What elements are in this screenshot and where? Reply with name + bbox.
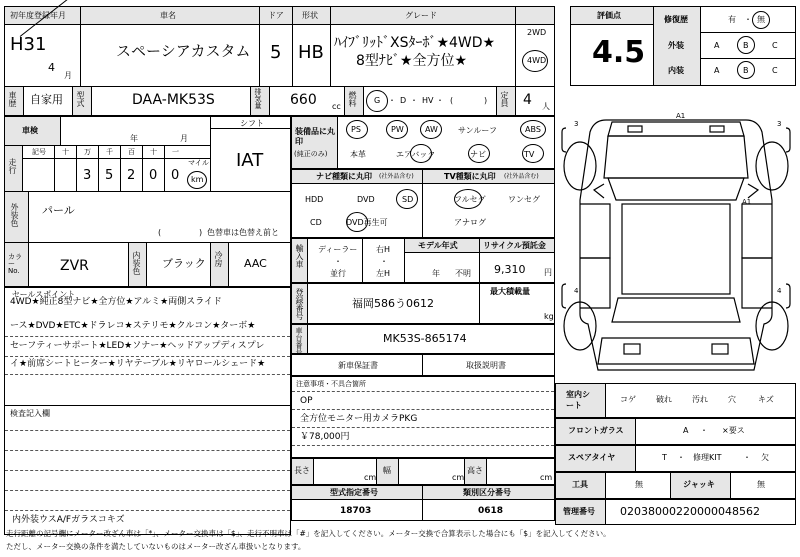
- jack-value: 無: [757, 480, 765, 489]
- interior-b: B: [743, 66, 749, 75]
- shaken-month-unit: 月: [180, 134, 188, 143]
- type-cert-label: 型式指定番号: [330, 488, 378, 497]
- navi-label-note: (社外品含む): [379, 173, 414, 180]
- recycle-label: リサイクル預託金: [483, 241, 546, 250]
- fuel-d: D: [400, 96, 407, 105]
- diagram-a1-mid: A1: [742, 198, 752, 206]
- seat-item: 汚れ: [692, 395, 708, 404]
- capacity-unit: 人: [542, 102, 550, 111]
- mileage-mark: 百: [128, 148, 135, 156]
- interior-label: 内装: [668, 66, 684, 75]
- navi-sd: SD: [402, 195, 414, 204]
- tv-analog: アナログ: [454, 218, 486, 227]
- width-label: 幅: [383, 466, 391, 475]
- doors-value: 5: [270, 42, 282, 63]
- capacity-value: 4: [523, 92, 532, 108]
- spare-tire-none: 欠: [761, 453, 769, 462]
- navi-hdd: HDD: [305, 195, 324, 204]
- grade-label: グレード: [405, 11, 437, 20]
- import-dealer: ディーラー: [318, 245, 358, 254]
- exterior-c: C: [772, 41, 778, 50]
- repair-label: 修復歴: [664, 15, 688, 24]
- drive-2wd: 2WD: [527, 28, 547, 37]
- notes-line-1: OP: [300, 396, 313, 406]
- interior-color-value: ブラック: [162, 257, 206, 270]
- inspector-label: 検査記入欄: [10, 409, 50, 418]
- seat-item: コゲ: [620, 395, 636, 404]
- color-no-label: カラーNo.: [8, 253, 22, 275]
- equipment-item: AW: [425, 125, 438, 134]
- seat-item: 穴: [728, 395, 736, 404]
- inspector-note: 内外装ウスA/Fガラスコキズ: [12, 515, 125, 525]
- recycle-unit: 円: [544, 268, 552, 277]
- interior-a: A: [714, 66, 720, 75]
- mgmt-label: 管理番号: [563, 507, 595, 516]
- tv-label-note: (社外品含む): [504, 173, 539, 180]
- spare-tire-label: スペアタイヤ: [568, 453, 616, 462]
- displacement-label: 排気量: [254, 88, 262, 109]
- mileage-unit-mile: マイル: [188, 159, 209, 167]
- registration-label: 登録番号: [295, 288, 304, 320]
- fuel-label: 燃料: [348, 91, 357, 107]
- windshield-label: フロントガラス: [568, 426, 624, 435]
- exterior-label: 外装: [668, 41, 684, 50]
- mileage-digit: 0: [149, 168, 158, 183]
- equipment-item: PW: [391, 125, 404, 134]
- max-load-label: 最大積載量: [490, 287, 530, 296]
- equipment-item: エアバック: [396, 150, 436, 159]
- fuel-g: G: [374, 96, 381, 105]
- mileage-digit: 3: [83, 168, 92, 183]
- shape-value: HB: [298, 42, 324, 63]
- car-name-label: 車名: [160, 11, 176, 20]
- sales-point-line: 4WD★純正8型ナビ★全方位★アルミ★両側スライド: [10, 297, 222, 307]
- chassis-value: MK53S-865174: [383, 332, 467, 345]
- first-reg-year: H31: [10, 34, 47, 55]
- usage-label: 車歴: [8, 91, 17, 107]
- exterior-a: A: [714, 41, 720, 50]
- equipment-item: TV: [524, 150, 535, 159]
- shape-label: 形状: [302, 11, 318, 20]
- diagram-bracket-4-left: 4: [574, 287, 579, 295]
- windshield-a: A: [683, 426, 689, 435]
- length-label: 長さ: [294, 466, 310, 475]
- equipment-item: PS: [351, 125, 361, 134]
- shaken-year-unit: 年: [130, 134, 138, 143]
- doors-label: ドア: [268, 11, 284, 20]
- diagram-bracket-4-right: 4: [777, 287, 782, 295]
- aircon-label: 冷房: [214, 251, 223, 267]
- chassis-label: 車台番号: [295, 327, 303, 355]
- aircon-value: AAC: [244, 257, 267, 270]
- windshield-x: ×要ス: [722, 426, 745, 435]
- jack-label: ジャッキ: [683, 480, 715, 489]
- first-reg-month: 4: [48, 61, 55, 74]
- mileage-mark: 十: [62, 148, 69, 156]
- tv-fullseg: フルセグ: [454, 195, 486, 204]
- interior-c: C: [772, 66, 778, 75]
- max-load-unit: kg: [544, 312, 554, 321]
- color-change-note: 色替車は色替え前と: [207, 228, 279, 237]
- color-no-value: ZVR: [60, 258, 89, 274]
- fuel-hv: HV: [422, 96, 434, 105]
- import-steer-left: 左H: [376, 269, 391, 278]
- dimensions-row: [291, 458, 555, 485]
- repair-yes: 有: [728, 15, 736, 24]
- recycle-value: 9,310: [494, 263, 526, 276]
- notes-line-3: ￥78,000円: [300, 432, 350, 442]
- new-warranty: 新車保証書: [338, 361, 378, 370]
- first-reg-label: 初年度登録年月: [10, 11, 66, 20]
- repair-no: 無: [757, 15, 765, 24]
- mileage-digit: 5: [105, 168, 114, 183]
- navi-cd: CD: [310, 218, 322, 227]
- grade-line2: 8型ﾅﾋﾞ★全方位★: [356, 53, 468, 69]
- class-value: 0618: [478, 506, 504, 516]
- tools-value: 無: [635, 480, 643, 489]
- equipment-sub-label: (純正のみ): [294, 150, 328, 158]
- mileage-mark: 記号: [32, 148, 46, 156]
- mileage-mark: 十: [150, 148, 157, 156]
- sales-point-line: セーフティーサポート★LED★ソナー★ヘッドアップディスプレ: [10, 341, 265, 351]
- diagram-a1-top: A1: [676, 112, 686, 120]
- class-label: 類別区分番号: [463, 488, 511, 497]
- mileage-digit: 2: [127, 168, 136, 183]
- model-year-label: モデル年式: [418, 241, 458, 250]
- displacement-value: 660: [290, 92, 317, 108]
- mgmt-value: 02038000220000048562: [620, 505, 760, 518]
- type-cert-value: 18703: [340, 506, 372, 516]
- navi-dvd-play: DVD再生可: [346, 218, 388, 227]
- model-label: 型式: [76, 91, 85, 107]
- height-label: 高さ: [467, 466, 483, 475]
- sales-point-line: ース★DVD★ETC★ドラレコ★ステリモ★クルコン★ターボ★: [10, 321, 256, 331]
- diagram-bracket-3-right: 3: [777, 120, 782, 128]
- mileage-mark: 万: [84, 148, 91, 156]
- model-year-unknown: 不明: [455, 269, 471, 278]
- first-reg-month-unit: 月: [64, 71, 72, 80]
- footer-line-1: 走行距離の記号欄にメーター改ざん車は「*」、メーター交換車は「$」、走行不明車は「#」を記入してください。メーター交換で合算表示した場合にも「$」を記入してください。: [6, 529, 611, 538]
- equipment-abs: ABS: [525, 125, 541, 134]
- spare-tire-t: T: [662, 453, 667, 462]
- docs-row: [291, 354, 555, 376]
- displacement-unit: cc: [332, 102, 341, 111]
- equipment-item: 本革: [350, 150, 366, 159]
- tools-label: 工具: [572, 480, 588, 489]
- import-steer-right: 右H: [376, 245, 391, 254]
- manual: 取扱説明書: [466, 361, 506, 370]
- equipment-item: ナビ: [470, 150, 486, 159]
- mileage-unit-km: km: [191, 175, 204, 184]
- mileage-digit: 0: [171, 168, 180, 183]
- shaken-label: 車検: [22, 126, 38, 135]
- import-label: 輸入車: [295, 244, 304, 268]
- navi-label: ナビ種類に丸印: [316, 172, 372, 181]
- mileage-label: 走行: [8, 158, 17, 174]
- exterior-b: B: [743, 41, 749, 50]
- model-year-year: 年: [432, 269, 440, 278]
- interior-color-label: 内装色: [132, 251, 141, 275]
- grade-line1: ﾊｲﾌﾞﾘｯﾄﾞXSﾀｰﾎﾞ★4WD★: [334, 35, 496, 51]
- spare-tire-kit: 修理KIT: [693, 453, 722, 462]
- diagram-bracket-3-left: 3: [574, 120, 579, 128]
- mileage-mark: 千: [106, 148, 113, 156]
- drive-4wd: 4WD: [527, 56, 547, 65]
- tv-label: TV種類に丸印: [444, 172, 496, 181]
- navi-dvd: DVD: [357, 195, 375, 204]
- model-value: DAA-MK53S: [132, 92, 215, 108]
- capacity-label: 定員: [500, 91, 509, 107]
- equipment-sunroof: サンルーフ: [458, 126, 497, 135]
- footer-line-2: ただし、メーター交換の条件を満たしていないものはメーター改ざん車扱いとなります。: [6, 542, 306, 551]
- score-value: 4.5: [592, 35, 646, 70]
- car-damage-diagram: [558, 108, 794, 380]
- shift-value: IAT: [236, 150, 264, 171]
- registration-value: 福岡586う0612: [352, 297, 434, 310]
- mileage-mark: 一: [172, 148, 179, 156]
- notes-label: 注意事項・不具合箇所: [296, 380, 366, 388]
- seat-item: キズ: [758, 395, 774, 404]
- sales-points-label: セールスポイント: [12, 290, 76, 299]
- tv-oneseg: ワンセグ: [508, 195, 540, 204]
- usage-value: 自家用: [30, 93, 63, 106]
- score-label: 評価点: [597, 11, 621, 20]
- import-parallel: 並行: [330, 269, 346, 278]
- interior-seat-label: 室内シート: [566, 390, 590, 411]
- car-name: スペーシアカスタム: [116, 42, 251, 60]
- shift-label: シフト: [240, 119, 264, 128]
- notes-line-2: 全方位モニター用カメラPKG: [300, 414, 418, 424]
- color-value: パール: [42, 204, 75, 217]
- color-label: 外装色: [10, 203, 19, 227]
- sales-point-line: イ★前席シートヒーター★リヤテーブル★リヤロールシェード★: [10, 359, 266, 369]
- seat-item: 破れ: [656, 395, 672, 404]
- equipment-label: 装備品に丸印: [295, 127, 335, 147]
